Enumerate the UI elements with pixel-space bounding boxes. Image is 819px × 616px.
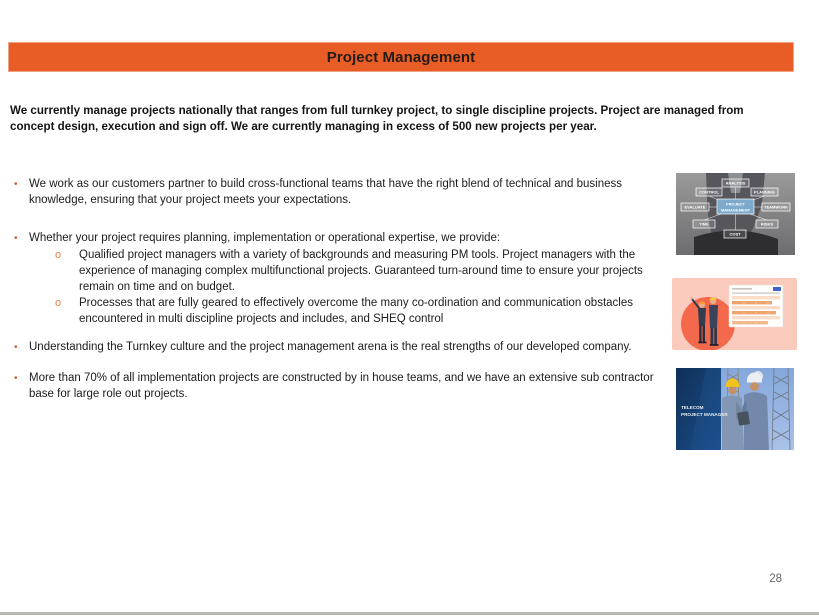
tablet [737,411,750,425]
telecom-caption-line2: PROJECT MANAGER [681,412,728,417]
list-item-text: Whether your project requires planning, implementation or operational expertise, we provide: [29,232,501,244]
mindmap-graphic [676,173,795,255]
bullet-marker: • [14,342,18,353]
mindmap-node-label: CONTROL [699,189,719,195]
sub-bullet-marker: o [55,249,62,261]
mindmap-center-label: MANAGEMENT [720,207,751,213]
list-item [14,176,668,208]
page-title: Project Management [326,48,476,66]
mindmap-node-label: TIME [699,221,709,227]
list-item-text: More than 70% of all implementation projects are constructed by in house teams, and we have an extensive sub contractor base for large role out projects. [29,372,654,400]
list-item-text: Understanding the Turnkey culture and the project management arena is the real strengths of our developed company. [29,341,632,353]
list-item-text: Processes that are fully geared to effectively overcome the many co-ordination and communication obstacles encountered in multi discipline projects and includes, and SHEQ control [79,297,633,325]
mindmap-center-label: PROJECT [726,201,745,207]
telecom-photo-graphic [676,368,794,450]
bullet-list [14,176,668,402]
sub-list-item [55,247,668,295]
telecom-caption-line1: TELECOM [681,405,704,410]
planning-illustration-graphic [672,278,797,350]
telecom-project-manager-image [676,368,794,450]
page-number: 28 [769,573,782,585]
planning-illustration-image [672,278,797,350]
sub-bullet-marker: o [55,297,62,309]
slide-title-bar [8,42,794,72]
mindmap-node-label: ANALYSIS [725,180,746,186]
bullet-marker: • [14,179,18,190]
list-item [14,339,668,356]
slide-bottom-edge [0,612,819,615]
sub-list-item [55,295,668,327]
list-item [14,230,668,247]
mindmap-node-label: COST [729,231,741,237]
intro-paragraph: We currently manage projects nationally that ranges from full turnkey project, to single discipline projects. Project are managed from concept design, execution and sign off. We are currently managing in excess of 500 new projects per year. [10,104,744,133]
mindmap-node-label: EVALUATE [684,204,706,210]
bullet-marker: • [14,373,18,384]
mindmap-node-label: TEAMWORK [764,204,788,210]
project-management-mindmap-image [676,173,795,255]
mindmap-node-label: PLANNING [754,189,775,195]
list-item-text: Qualified project managers with a variety of backgrounds and measuring PM tools. Project managers with the experience of managing complex multifunctional projects. Guaranteed turn-around time to ensure your projects remain on time and on budget. [79,249,643,293]
mindmap-node-label: RISKS [760,221,774,227]
list-item [14,370,668,402]
list-item-text: We work as our customers partner to build cross-functional teams that have the right blend of technical and business knowledge, ensuring that your project meets your expectations. [29,178,622,206]
bullet-marker: • [14,233,18,244]
